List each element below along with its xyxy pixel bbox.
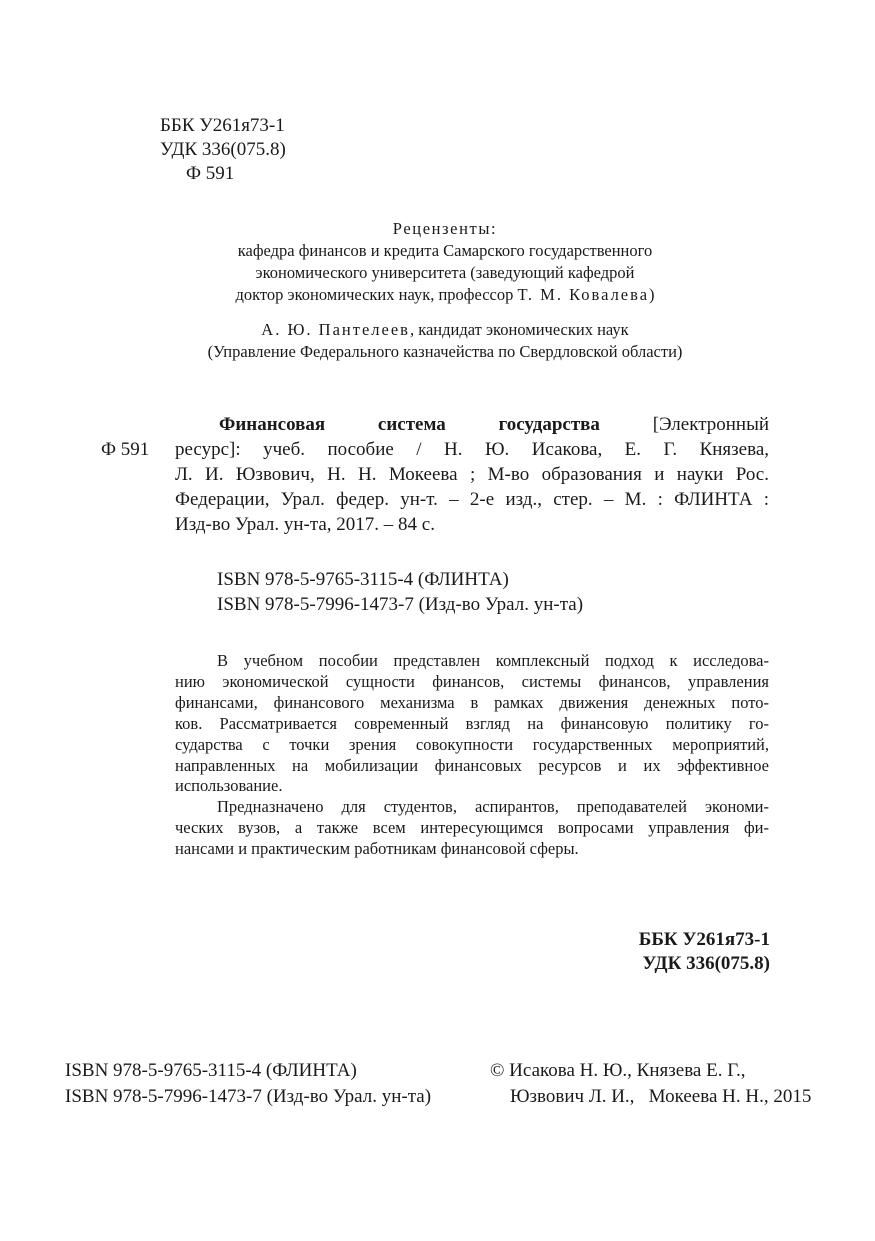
reviewer-2-name: А. Ю. Пантелеев	[261, 320, 410, 339]
isbn-ural: ISBN 978-5-7996-1473-7 (Изд-во Урал. ун-та)	[217, 594, 584, 615]
annotation-p2-line: ческих вузов, а также всем интересующимся вопросами управления фи-	[175, 818, 769, 838]
record-line-1	[175, 412, 769, 437]
reviewer-2-title: , кандидат экономических наук	[409, 320, 629, 339]
annotation	[175, 651, 769, 860]
annotation-p1-line: В учебном пособии представлен комплексный подход к исследова-	[217, 651, 769, 670]
record-line-3: Л. И. Юзвович, Н. Н. Мокеева ; М-во образования и науки Рос.	[175, 464, 769, 485]
copyright-block	[490, 1058, 811, 1110]
classification-codes-bottom	[639, 928, 770, 976]
reviewer-1-head-name: Т. М. Ковалева	[517, 285, 650, 304]
annotation-p2-line: нансами и практическим работникам финансовой сферы.	[175, 839, 579, 859]
isbn-block-middle	[217, 567, 583, 617]
annotation-p1-line: ков. Рассматривается современный взгляд на финансовую политику го-	[175, 713, 769, 733]
record-title: Финансовая система государства	[219, 414, 600, 435]
author-mark: Ф 591	[186, 163, 235, 184]
udk-code: УДК 336(075.8)	[160, 139, 286, 160]
reviewers-title: Рецензенты:	[392, 219, 498, 238]
bibliographic-record	[175, 412, 769, 537]
footer-isbn-ural: ISBN 978-5-7996-1473-7 (Изд-во Урал. ун-та)	[65, 1086, 432, 1107]
annotation-p1-line: направленных на мобилизации финансовых ресурсов и их эффективное	[175, 755, 769, 775]
annotation-p1-line: нию экономической сущности финансов, системы финансов, управления	[175, 671, 769, 691]
reviewers-block	[100, 218, 790, 363]
reviewer-1-line-3	[100, 284, 790, 306]
footer-isbn-block	[65, 1058, 431, 1110]
card-author-mark: Ф 591	[101, 439, 150, 460]
reviewer-2-line-1	[100, 319, 790, 341]
udk-code-bold: УДК 336(075.8)	[642, 953, 770, 974]
footer-isbn-flinta: ISBN 978-5-9765-3115-4 (ФЛИНТА)	[65, 1060, 357, 1081]
bbk-code-bold: ББК У261я73-1	[638, 929, 770, 950]
isbn-flinta: ISBN 978-5-9765-3115-4 (ФЛИНТА)	[217, 569, 509, 590]
record-line-1-rest: [Электронный	[652, 414, 770, 435]
reviewer-1-line-3-suffix: )	[649, 285, 655, 304]
copyright-line-1: © Исакова Н. Ю., Князева Е. Г.,	[490, 1060, 746, 1081]
reviewer-1-line-3-prefix: доктор экономических наук, профессор	[235, 285, 518, 304]
reviewer-1-line-2: экономического университета (заведующий кафедрой	[255, 263, 635, 282]
classification-codes-top	[160, 114, 286, 186]
annotation-p1-line: финансами, финансового механизма в рамках движения денежных пото-	[175, 692, 769, 712]
annotation-p1-line: сударства с точки зрения совокупности государственных мероприятий,	[175, 734, 769, 754]
record-line-5: Изд-во Урал. ун-та, 2017. – 84 с.	[175, 514, 435, 535]
reviewer-1-line-1: кафедра финансов и кредита Самарского государственного	[237, 241, 653, 260]
copyright-line-2: Юзвович Л. И., Мокеева Н. Н., 2015	[510, 1086, 812, 1107]
annotation-p1-line: использование.	[175, 776, 283, 796]
annotation-p2-line: Предназначено для студентов, аспирантов, преподавателей экономи-	[217, 797, 769, 817]
bbk-code: ББК У261я73-1	[160, 115, 285, 136]
record-line-4: Федерации, Урал. федер. ун-т. – 2-е изд., стер. – М. : ФЛИНТА :	[175, 489, 769, 510]
record-line-2: ресурс]: учеб. пособие / Н. Ю. Исакова, Е. Г. Князева,	[175, 439, 769, 460]
reviewer-2-line-2: (Управление Федерального казначейства по Свердловской области)	[207, 342, 683, 361]
